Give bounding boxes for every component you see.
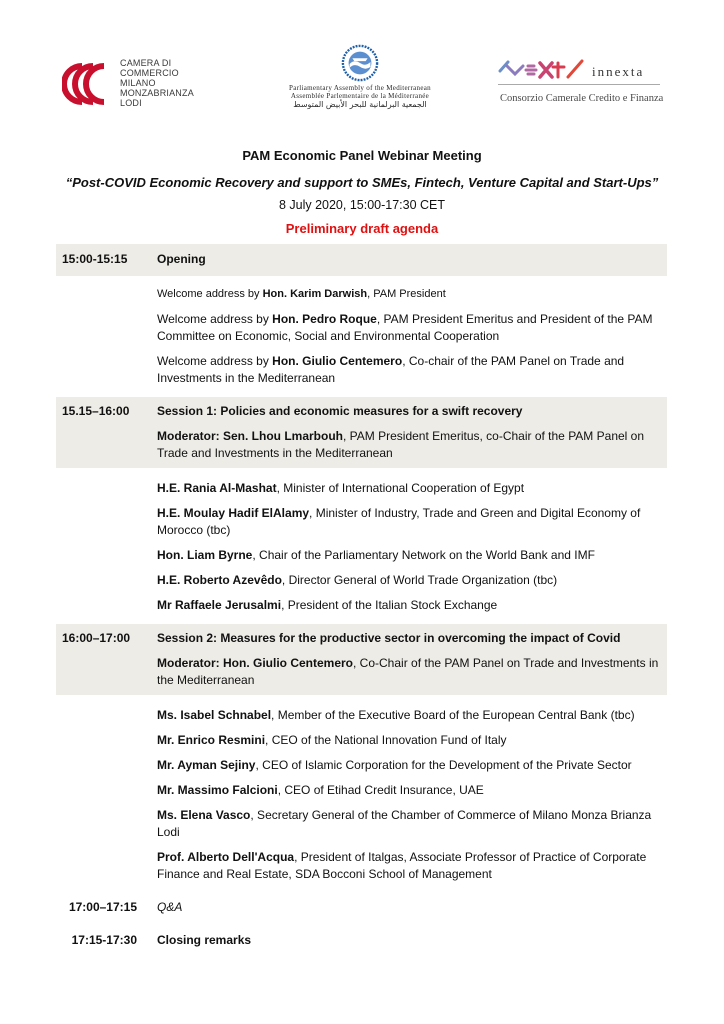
innexta-wordmark: innexta — [592, 64, 645, 79]
camera-line: MILANO — [120, 78, 156, 88]
camera-di-commercio-logo — [62, 58, 194, 114]
speaker-item — [157, 547, 659, 564]
speaker-name: H.E. Rania Al-Mashat — [157, 481, 277, 495]
speaker-item — [157, 597, 659, 614]
speaker-name: Mr. Ayman Sejiny — [157, 758, 256, 772]
moderator-item — [157, 428, 659, 462]
speaker-item — [157, 807, 659, 841]
speaker-name: Mr. Massimo Falcioni — [157, 783, 278, 797]
pam-name-french: Assemblée Parlementaire de la Méditerranée — [290, 92, 430, 100]
speaker-prefix: Welcome address by — [157, 312, 273, 326]
session-title: Opening — [157, 252, 206, 266]
pam-logo — [270, 44, 450, 124]
speaker-role: , CEO of the National Innovation Fund of Italy — [265, 733, 507, 747]
speaker-name: H.E. Roberto Azevêdo — [157, 573, 282, 587]
camera-line: LODI — [120, 98, 142, 108]
speaker-prefix: Welcome address by — [157, 288, 263, 300]
speaker-name: Ms. Elena Vasco — [157, 808, 251, 822]
agenda-row-opening — [56, 244, 667, 276]
speaker-name: Ms. Isabel Schnabel — [157, 708, 272, 722]
speaker-role: , Director General of World Trade Organization (tbc) — [281, 573, 558, 587]
camera-logo-text — [120, 58, 194, 108]
speaker-role: , CEO of Islamic Corporation for the Development of the Private Sector — [255, 758, 632, 772]
speaker-role: , PAM President — [367, 288, 446, 300]
speaker-role: , Minister of International Cooperation of Egypt — [276, 481, 525, 495]
speaker-role: , CEO of Etihad Credit Insurance, UAE — [277, 783, 484, 797]
session-title: Q&A — [157, 900, 183, 914]
moderator-name: : Hon. Giulio Centemero — [215, 656, 354, 670]
speaker-name: Mr Raffaele Jerusalmi — [157, 598, 282, 612]
ccc-mark-icon — [62, 62, 114, 106]
speaker-role: , President of Italgas, Associate Professor of Practice of Corporate Finance and Real Estate, SDA Bocconi School of Management — [157, 850, 647, 881]
document-title: PAM Economic Panel Webinar Meeting — [242, 148, 482, 163]
agenda-table — [56, 244, 667, 955]
speaker-name: Hon. Pedro Roque — [272, 312, 377, 326]
innexta-divider — [498, 84, 660, 85]
draft-label: Preliminary draft agenda — [285, 221, 439, 236]
session-title: Closing remarks — [157, 933, 252, 947]
speaker-role: , Co-chair of the PAM Panel on Trade and Investments in the Mediterranean — [157, 354, 625, 385]
speaker-role: , Secretary General of the Chamber of Commerce of Milano Monza Brianza Lodi — [157, 808, 652, 839]
speaker-name: Prof. Alberto Dell'Acqua — [157, 850, 295, 864]
moderator-name: Moderator: Sen. Lhou Lmarbouh — [157, 429, 343, 443]
agenda-row-qa — [56, 893, 667, 922]
speaker-item — [157, 757, 659, 774]
session-title: Session 1: Policies and economic measures for a swift recovery — [157, 404, 523, 418]
agenda-row-session2 — [56, 624, 667, 695]
time-slot: 15:00-15:15 — [62, 252, 128, 266]
pam-name-arabic: الجمعية البرلمانية للبحر الأبيض المتوسط — [293, 100, 427, 109]
time-slot: 17:15-17:30 — [71, 933, 137, 947]
speaker-item — [157, 732, 659, 749]
speaker-name: Hon. Karim Darwish — [262, 288, 368, 300]
speaker-role: , President of the Italian Stock Exchange — [281, 598, 498, 612]
speaker-name: Hon. Liam Byrne — [157, 548, 253, 562]
camera-line: MONZABRIANZA — [120, 88, 194, 98]
event-date: 8 July 2020, 15:00-17:30 CET — [278, 198, 446, 212]
speaker-item — [157, 505, 659, 539]
camera-line: CAMERA DI — [120, 58, 172, 68]
speaker-item — [157, 707, 659, 724]
speaker-item — [157, 311, 659, 345]
agenda-row-session1 — [56, 397, 667, 468]
speaker-item — [157, 849, 659, 883]
agenda-row-opening-speakers — [56, 276, 667, 393]
innexta-logo — [494, 56, 694, 112]
moderator-label: Moderator — [157, 656, 216, 670]
session-title: Session 2: Measures for the productive sector in overcoming the impact of Covid — [157, 631, 621, 645]
time-slot: 17:00–17:15 — [68, 900, 137, 914]
speaker-name: H.E. Moulay Hadif ElAlamy — [157, 506, 310, 520]
time-slot: 16:00–17:00 — [62, 631, 131, 645]
camera-line: COMMERCIO — [120, 68, 179, 78]
speaker-item — [157, 782, 659, 799]
moderator-item — [157, 655, 659, 689]
agenda-row-session2-speakers — [56, 695, 667, 889]
innexta-subtitle: Consorzio Camerale Credito e Finanza — [500, 93, 664, 104]
speaker-item — [157, 480, 659, 497]
speaker-item — [157, 353, 659, 387]
pam-emblem-icon — [341, 44, 379, 82]
time-slot: 15.15–16:00 — [62, 404, 130, 418]
speaker-item — [157, 286, 659, 303]
speaker-name: Hon. Giulio Centemero — [272, 354, 403, 368]
agenda-row-session1-speakers — [56, 468, 667, 620]
speaker-role: , Member of the Executive Board of the European Central Bank (tbc) — [271, 708, 635, 722]
agenda-row-closing — [56, 926, 667, 955]
pam-name-english: Parliamentary Assembly of the Mediterranean — [289, 84, 431, 92]
nexta-mark-icon — [498, 58, 590, 84]
speaker-name: Mr. Enrico Resmini — [157, 733, 266, 747]
document-subtitle: “Post-COVID Economic Recovery and support to SMEs, Fintech, Venture Capital and Start-Ups” — [65, 175, 659, 190]
moderator-role: , PAM President Emeritus, co-Chair of the PAM Panel on Trade and Investments in the Mediterranean — [157, 429, 645, 460]
speaker-prefix: Welcome address by — [157, 354, 273, 368]
speaker-role: , Minister of Industry, Trade and Green and Digital Economy of Morocco (tbc) — [157, 506, 641, 537]
speaker-role: , Chair of the Parliamentary Network on the World Bank and IMF — [252, 548, 595, 562]
moderator-role: , Co-Chair of the PAM Panel on Trade and Investments in the Mediterranean — [157, 656, 659, 687]
speaker-item — [157, 572, 659, 589]
speaker-role: , PAM President Emeritus and President of the PAM Committee on Economic, Social and Environmental Cooperation — [157, 312, 653, 343]
